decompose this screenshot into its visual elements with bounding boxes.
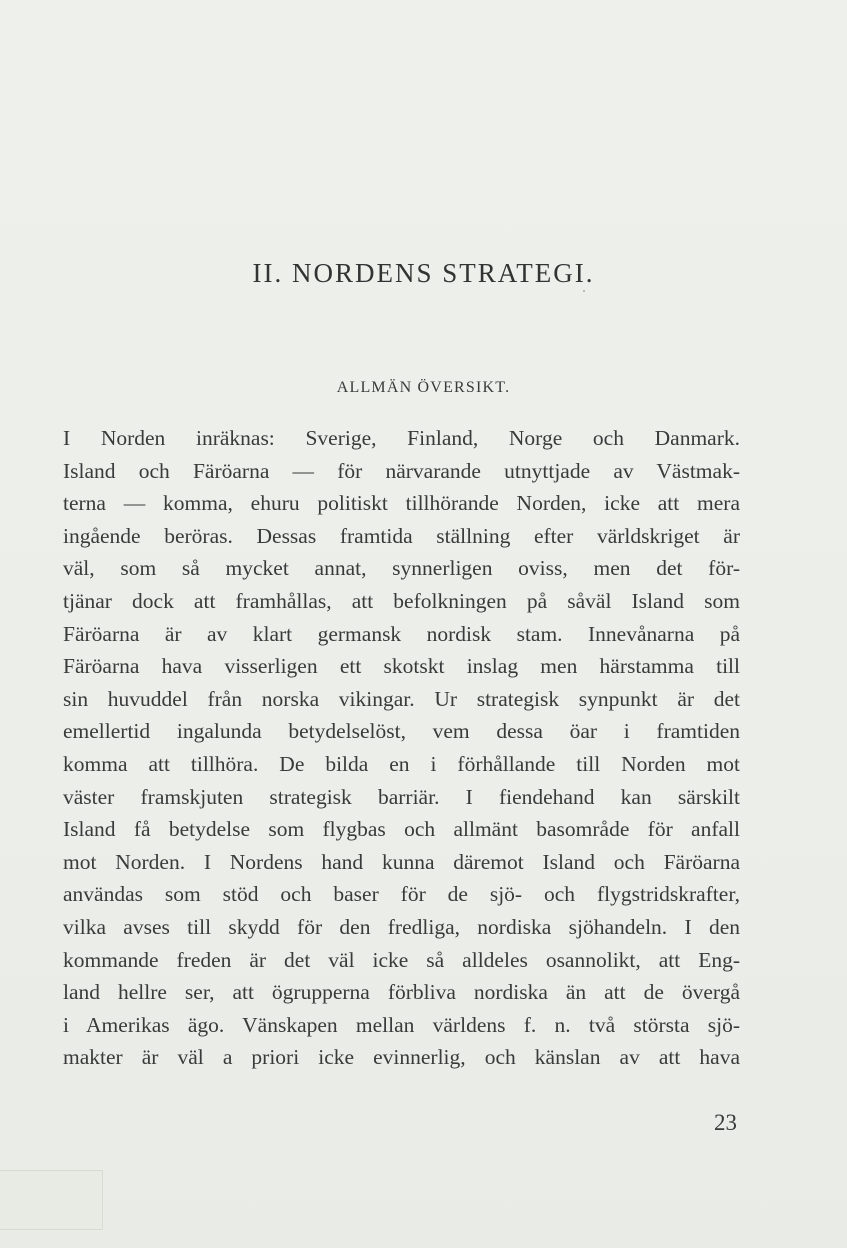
text-line: användas som stöd och baser för de sjö- och flygstridskrafter, <box>63 882 740 907</box>
section-title: ALLMÄN ÖVERSIKT. <box>336 379 511 396</box>
text-line: kommande freden är det väl icke så alldeles osannolikt, att Eng- <box>63 947 740 972</box>
text-line: I Norden inräknas: Sverige, Finland, Norge och Danmark. <box>63 426 740 450</box>
chapter-title: II. NORDENS STRATEGI. <box>252 258 595 288</box>
paper-speck <box>583 290 585 292</box>
text-line: makter är väl a priori icke evinnerlig, och känslan av att hava <box>63 1045 740 1070</box>
text-line: väl, som så mycket annat, synnerligen oviss, men det för- <box>63 556 740 581</box>
text-line: Island och Färöarna — för närvarande utnyttjade av Västmak- <box>63 458 740 483</box>
text-line: Färöarna hava visserligen ett skotskt inslag men härstamma till <box>63 654 740 679</box>
text-line: vilka avses till skydd för den fredliga, nordiska sjöhandeln. I den <box>63 914 740 939</box>
text-line: komma att tillhöra. De bilda en i förhållande till Norden mot <box>63 751 740 776</box>
text-line: Island få betydelse som flygbas och allmänt basområde för anfall <box>63 817 740 842</box>
text-line: ingående beröras. Dessas framtida ställning efter världskriget är <box>63 523 740 548</box>
text-line: väster framskjuten strategisk barriär. I fiendehand kan särskilt <box>63 784 740 809</box>
body-text <box>63 422 740 1074</box>
scan-corner-mark <box>0 1170 103 1230</box>
text-line: terna — komma, ehuru politiskt tillhörande Norden, icke att mera <box>63 491 740 516</box>
text-line: sin huvuddel från norska vikingar. Ur strategisk synpunkt är det <box>63 686 740 711</box>
text-line: Färöarna är av klart germansk nordisk stam. Innevånarna på <box>63 621 740 646</box>
text-line: emellertid ingalunda betydelselöst, vem dessa öar i framtiden <box>63 719 740 744</box>
page-number: 23 <box>714 1110 737 1135</box>
text-line: i Amerikas ägo. Vänskapen mellan världens f. n. två största sjö- <box>63 1012 740 1037</box>
text-line: land hellre ser, att ögrupperna förbliva nordiska än att de övergå <box>63 980 740 1005</box>
text-line: tjänar dock att framhållas, att befolkningen på såväl Island som <box>63 588 740 613</box>
text-line: mot Norden. I Nordens hand kunna däremot Island och Färöarna <box>63 849 740 874</box>
